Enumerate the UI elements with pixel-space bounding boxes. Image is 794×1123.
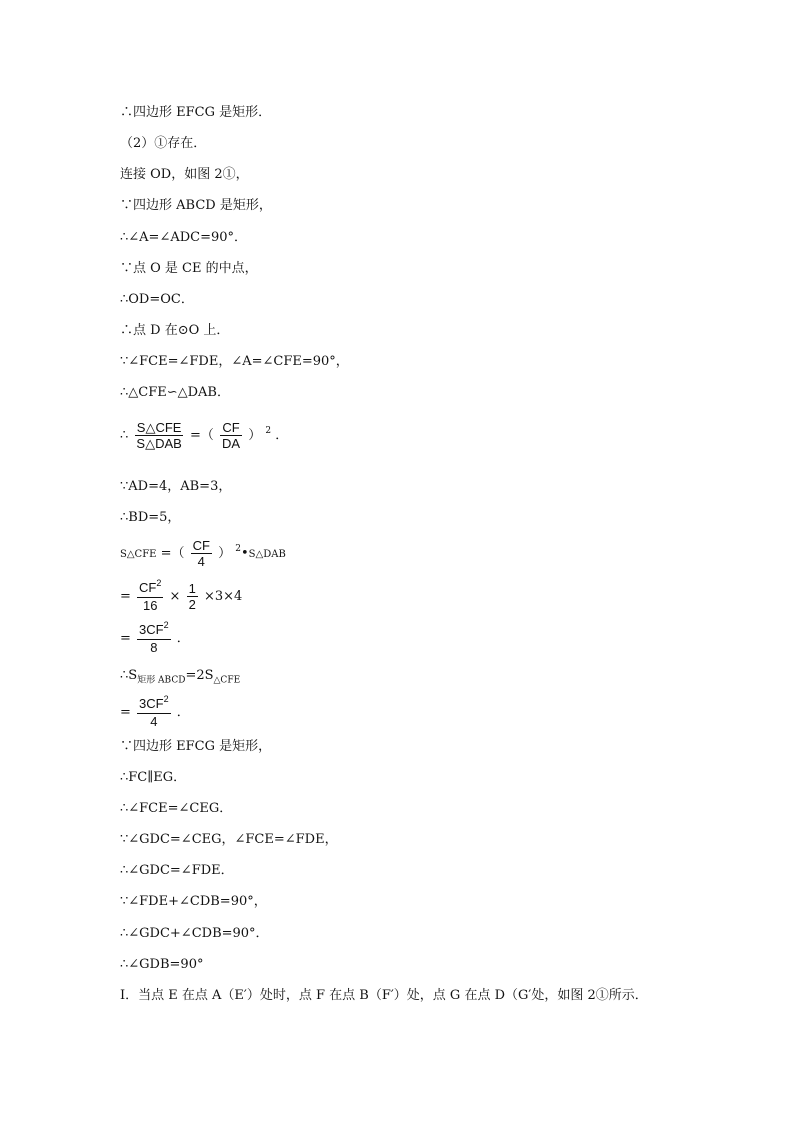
rectangle-area-result — [120, 696, 190, 729]
equals: = — [120, 631, 131, 646]
l24: ∴∠GDC+∠CDB=90°． — [120, 926, 269, 941]
l8: ∴点 D 在⊙O 上． — [120, 323, 230, 338]
numerator: S△CFE — [136, 420, 182, 435]
equals: = — [120, 705, 131, 720]
half-fraction — [187, 581, 198, 612]
close-paren: ） — [218, 546, 232, 561]
lhs-area: S△CFE — [120, 549, 157, 560]
equals-2s: =2S — [185, 668, 214, 683]
l18: ∵四边形 EFCG 是矩形， — [120, 739, 272, 754]
numerator-2: CF — [222, 420, 240, 435]
l13: ∴BD=5， — [120, 510, 181, 525]
area-ratio-fraction — [134, 420, 183, 451]
area-equation — [120, 538, 286, 569]
l23: ∵∠FDE+∠CDB=90°， — [120, 894, 267, 909]
equals-paren: =（ — [160, 546, 185, 561]
cf-over-4-fraction — [191, 538, 212, 569]
denominator: S△DAB — [136, 436, 182, 451]
l20: ∴∠FCE=∠CEG． — [120, 801, 233, 816]
l12: ∵AD=4，AB=3， — [120, 479, 232, 494]
numerator: CF — [192, 538, 210, 553]
times: × — [169, 589, 181, 604]
l21: ∵∠GDC=∠CEG，∠FCE=∠FDE， — [120, 832, 338, 847]
ratio-equation — [120, 420, 288, 451]
l5: ∴∠A=∠ADC=90°． — [120, 230, 248, 245]
l26: Ⅰ．当点 E 在点 A（E′）处时，点 F 在点 B（F′）处，点 G 在点 D（G′处，如图 2①所示． — [120, 988, 648, 1003]
dot: • — [241, 546, 249, 561]
therefore-s: ∴S — [120, 668, 138, 683]
l10: ∴△CFE∽△DAB． — [120, 385, 230, 400]
l25: ∴∠GDB=90° — [120, 957, 204, 972]
numerator: $3CF^2$ — [137, 622, 171, 640]
denominator-2: 2 — [188, 597, 196, 612]
l6: ∵点 O 是 CE 的中点， — [120, 261, 258, 276]
equals-paren: =（ — [189, 428, 214, 443]
l4: ∵四边形 ABCD 是矩形， — [120, 198, 272, 213]
l1: ∴四边形 EFCG 是矩形． — [120, 105, 272, 120]
numerator-2: 1 — [188, 581, 196, 596]
denominator: 8 — [150, 640, 158, 655]
denominator-2: DA — [222, 436, 241, 451]
therefore-symbol: ∴ — [120, 428, 129, 443]
close-paren: ） — [248, 428, 262, 443]
l22: ∴∠GDC=∠FDE． — [120, 863, 234, 878]
sub-rectangle: 矩形 ABCD — [137, 675, 186, 686]
rectangle-area-equation — [120, 668, 240, 689]
l7: ∴OD=OC． — [120, 292, 194, 307]
period: ． — [176, 631, 190, 646]
product-tail: ×3×4 — [203, 589, 243, 604]
equals: = — [120, 589, 131, 604]
rhs-area: S△DAB — [248, 549, 286, 560]
area-calc-equation — [120, 580, 242, 613]
sub-triangle: △CFE — [213, 675, 241, 686]
period: ． — [275, 428, 289, 443]
l2: （2）①存在． — [120, 136, 207, 151]
l9: ∵∠FCE=∠FDE，∠A=∠CFE=90°， — [120, 354, 349, 369]
3cf-sq-over-8-fraction — [137, 622, 171, 655]
denominator: 4 — [150, 714, 158, 729]
denominator: 16 — [142, 598, 158, 613]
side-ratio-fraction — [220, 420, 242, 451]
l19: ∴FC∥EG． — [120, 770, 187, 785]
l3: 连接 OD，如图 2①， — [120, 167, 249, 182]
3cf-sq-over-4-fraction — [137, 696, 171, 729]
area-result-equation — [120, 622, 190, 655]
numerator: $CF^2$ — [137, 580, 163, 598]
exponent: 2 — [235, 544, 241, 554]
exponent: 2 — [265, 426, 272, 436]
cf-sq-over-16-fraction — [137, 580, 163, 613]
denominator: 4 — [197, 554, 205, 569]
period: ． — [176, 705, 190, 720]
numerator: $3CF^2$ — [137, 696, 171, 714]
